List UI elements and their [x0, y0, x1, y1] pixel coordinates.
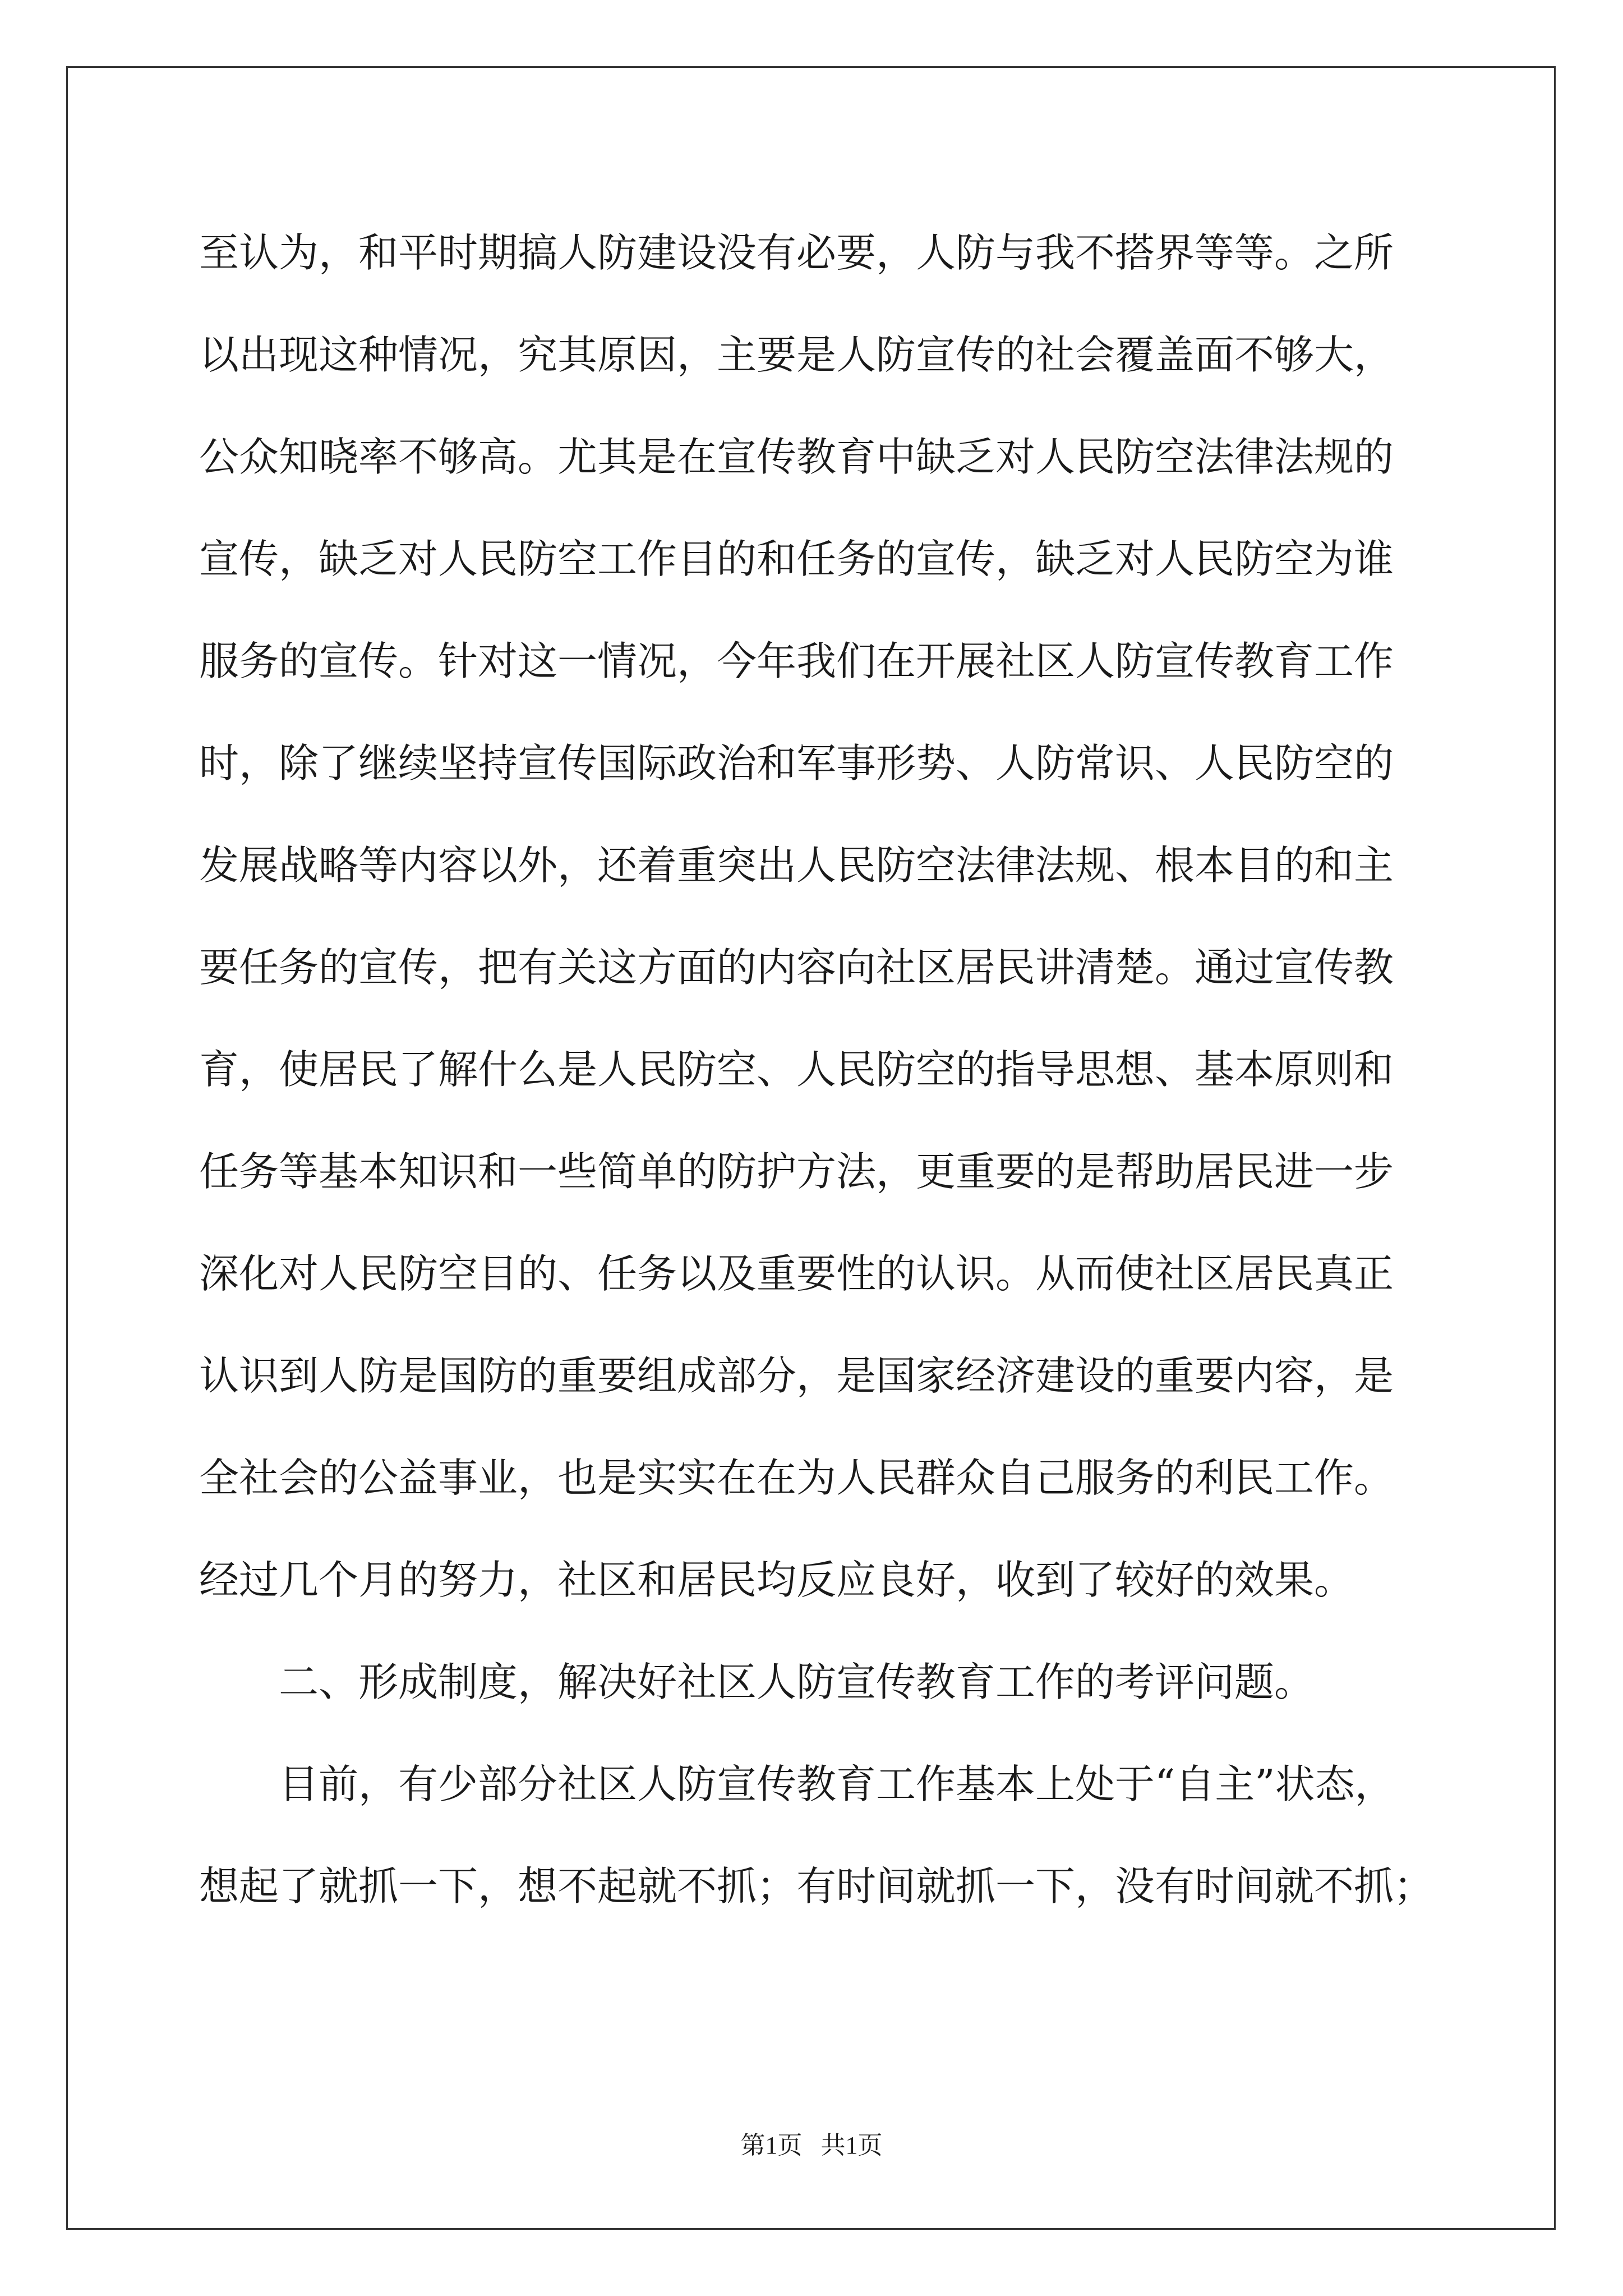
text-line: 发展战略等内容以外，还着重突出人民防空法律法规、根本目的和主 [199, 842, 1394, 889]
text-line: 公众知晓率不够高。尤其是在宣传教育中缺乏对人民防空法律法规的 [199, 434, 1394, 480]
page-footer [0, 2129, 1623, 2162]
text-line: 经过几个月的努力，社区和居民均反应良好，收到了较好的效果。 [199, 1557, 1354, 1603]
text-line: 任务等基本知识和一些简单的防护方法，更重要的是帮助居民进一步 [199, 1148, 1394, 1195]
text-line: 二、形成制度，解决好社区人防宣传教育工作的考评问题。 [279, 1659, 1315, 1705]
text-line: 深化对人民防空目的、任务以及重要性的认识。从而使社区居民真正 [199, 1250, 1394, 1297]
text-line: 宣传，缺乏对人民防空工作目的和任务的宣传，缺乏对人民防空为谁 [199, 536, 1394, 582]
text-line: 以出现这种情况，究其原因，主要是人防宣传的社会覆盖面不够大， [199, 332, 1394, 378]
page-total: 共1页 [820, 2132, 883, 2159]
text-line: 认识到人防是国防的重要组成部分，是国家经济建设的重要内容，是 [199, 1352, 1394, 1399]
document-body [199, 202, 1433, 1938]
text-line: 至认为，和平时期搞人防建设没有必要，人防与我不搭界等等。之所 [199, 229, 1394, 276]
footer-gap [803, 2132, 821, 2159]
text-line: 时，除了继续坚持宣传国际政治和军事形势、人防常识、人民防空的 [199, 740, 1394, 786]
page-number: 第1页 [740, 2132, 803, 2159]
text-line: 育，使居民了解什么是人民防空、人民防空的指导思想、基本原则和 [199, 1046, 1394, 1093]
text-line: 服务的宣传。针对这一情况，今年我们在开展社区人防宣传教育工作 [199, 638, 1394, 684]
text-line: 要任务的宣传，把有关这方面的内容向社区居民讲清楚。通过宣传教 [199, 944, 1394, 991]
text-line: 想起了就抓一下，想不起就不抓；有时间就抓一下，没有时间就不抓； [199, 1863, 1434, 1910]
text-line: 全社会的公益事业，也是实实在在为人民群众自己服务的利民工作。 [199, 1455, 1394, 1501]
text-line: 目前，有少部分社区人防宣传教育工作基本上处于“自主”状态， [279, 1761, 1395, 1807]
